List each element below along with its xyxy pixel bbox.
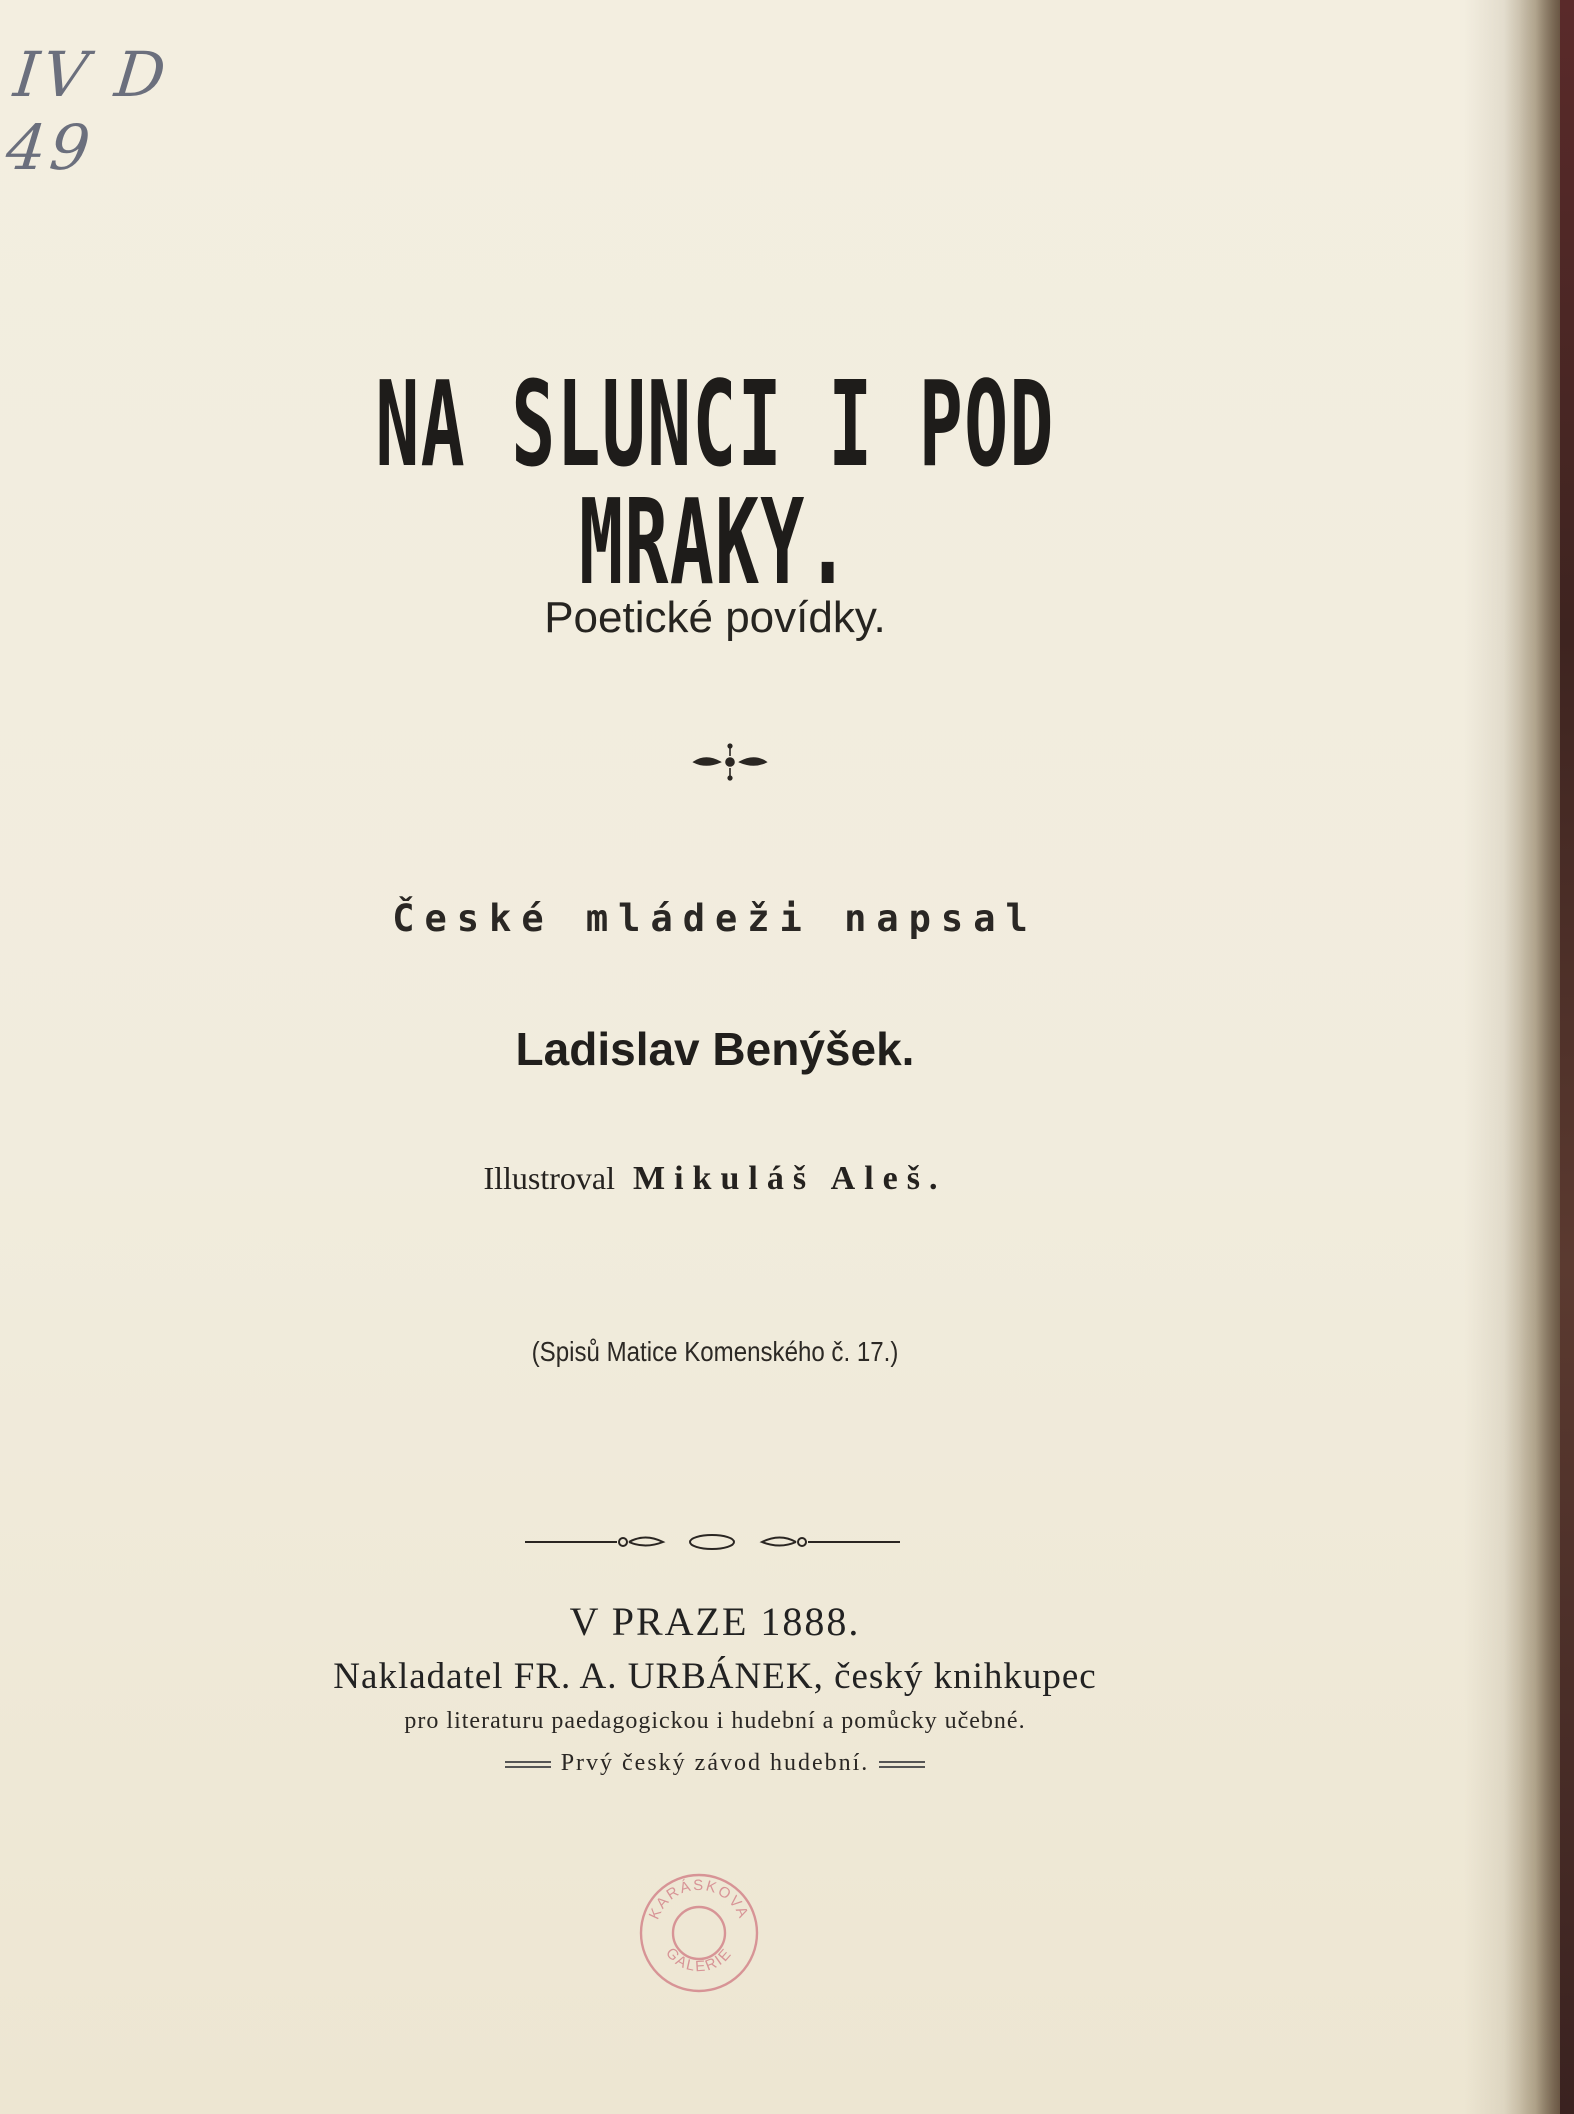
book-subtitle: Poetické povídky.: [544, 593, 886, 642]
dash-ornament: [879, 1761, 925, 1768]
decorative-rule-icon: [525, 1525, 900, 1559]
svg-text:GALERIE: GALERIE: [662, 1944, 736, 1976]
imprint-publisher: Nakladatel FR. A. URBÁNEK, český knihkupec: [333, 1656, 1097, 1697]
handwritten-shelfmark: IV D 49: [2, 38, 173, 184]
imprint-description: pro literaturu paedagogickou i hudební a pomůcky učebné.: [404, 1708, 1026, 1734]
series-note: (Spisů Matice Komenského č. 17.): [531, 1336, 899, 1367]
binding-edge: [1560, 0, 1574, 2114]
illustrator-name: Mikuláš Aleš.: [633, 1160, 947, 1197]
library-stamp-icon: [634, 1868, 764, 1998]
illustrator-line: [0, 1160, 1430, 1198]
fleuron-ornament-icon: [690, 742, 770, 782]
book-title: NA SLUNCI I POD MRAKY.: [375, 355, 1055, 611]
author-name: Ladislav Benýšek.: [515, 1023, 915, 1075]
imprint-tagline: [0, 1750, 1430, 1777]
dash-ornament: [505, 1761, 551, 1768]
illustrator-label: Illustroval: [483, 1160, 616, 1196]
dedication-line: České mládeži napsal: [392, 897, 1038, 940]
imprint-tagline-text: Prvý český závod hudební.: [560, 1750, 870, 1776]
svg-text:KARÁSKOVA: KARÁSKOVA: [645, 1876, 753, 1923]
imprint-place-year: V PRAZE 1888.: [569, 1599, 861, 1644]
